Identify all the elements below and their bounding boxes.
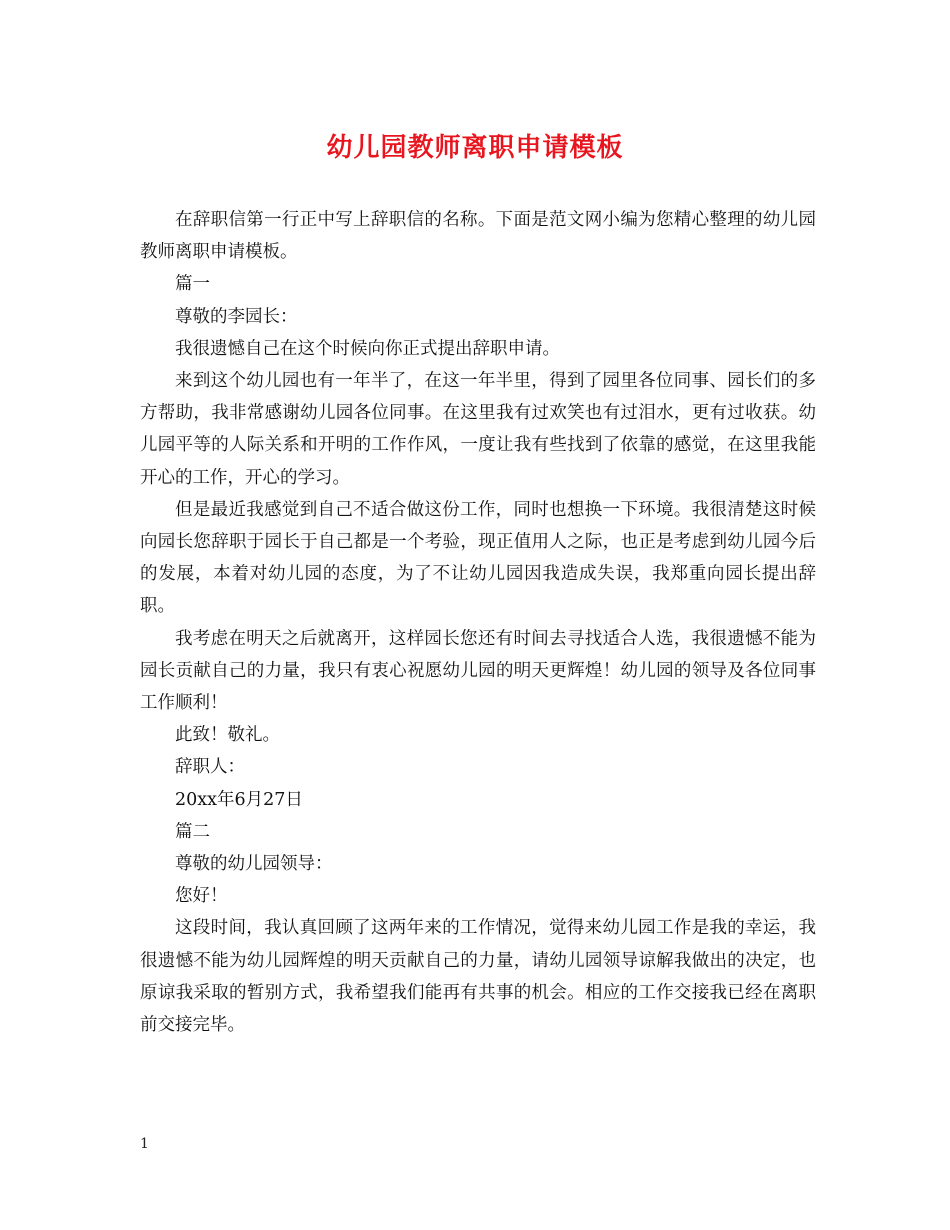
section-heading-2: 篇二 bbox=[175, 821, 210, 842]
document-body bbox=[140, 204, 816, 1041]
date-line: 20xx年6月27日 bbox=[175, 789, 303, 810]
intro-paragraph: 在辞职信第一行正中写上辞职信的名称。下面是范文网小编为您精心整理的幼儿园教师离职申请模板。 bbox=[140, 210, 816, 263]
body-paragraph: 我很遗憾自己在这个时候向你正式提出辞职申请。 bbox=[175, 338, 560, 359]
document-title: 幼儿园教师离职申请模板 bbox=[326, 133, 624, 163]
salutation-1: 尊敬的李园长： bbox=[175, 306, 298, 327]
body-paragraph: 我考虑在明天之后就离开，这样园长您还有时间去寻找适合人选，我很遗憾不能为园长贡献自己的力量，我只有衷心祝愿幼儿园的明天更辉煌！幼儿园的领导及各位同事工作顺利！ bbox=[140, 628, 816, 714]
body-paragraph: 但是最近我感觉到自己不适合做这份工作，同时也想换一下环境。我很清楚这时候向园长您辞职于园长于自己都是一个考验，现正值用人之际，也正是考虑到幼儿园今后的发展，本着对幼儿园的态度，为了不让幼儿园因我造成失误，我郑重向园长提出辞职。 bbox=[140, 499, 816, 617]
body-paragraph: 这段时间，我认真回顾了这两年来的工作情况，觉得来幼儿园工作是我的幸运，我很遗憾不能为幼儿园辉煌的明天贡献自己的力量，请幼儿园领导谅解我做出的决定，也原谅我采取的暂别方式，我希望我们能再有共事的机会。相应的工作交接我已经在离职前交接完毕。 bbox=[140, 918, 816, 1036]
section-heading-1: 篇一 bbox=[175, 274, 210, 295]
body-paragraph: 来到这个幼儿园也有一年半了，在这一年半里，得到了园里各位同事、园长们的多方帮助，我非常感谢幼儿园各位同事。在这里我有过欢笑也有过泪水，更有过收获。幼儿园平等的人际关系和开明的工作作风，一度让我有些找到了依靠的感觉，在这里我能开心的工作，开心的学习。 bbox=[140, 371, 816, 488]
greeting-line: 您好！ bbox=[175, 886, 228, 907]
page-number: 1 bbox=[140, 1136, 149, 1152]
signature-line: 辞职人： bbox=[175, 757, 245, 778]
closing-line: 此致！敬礼。 bbox=[175, 725, 280, 746]
salutation-2: 尊敬的幼儿园领导： bbox=[175, 854, 333, 875]
